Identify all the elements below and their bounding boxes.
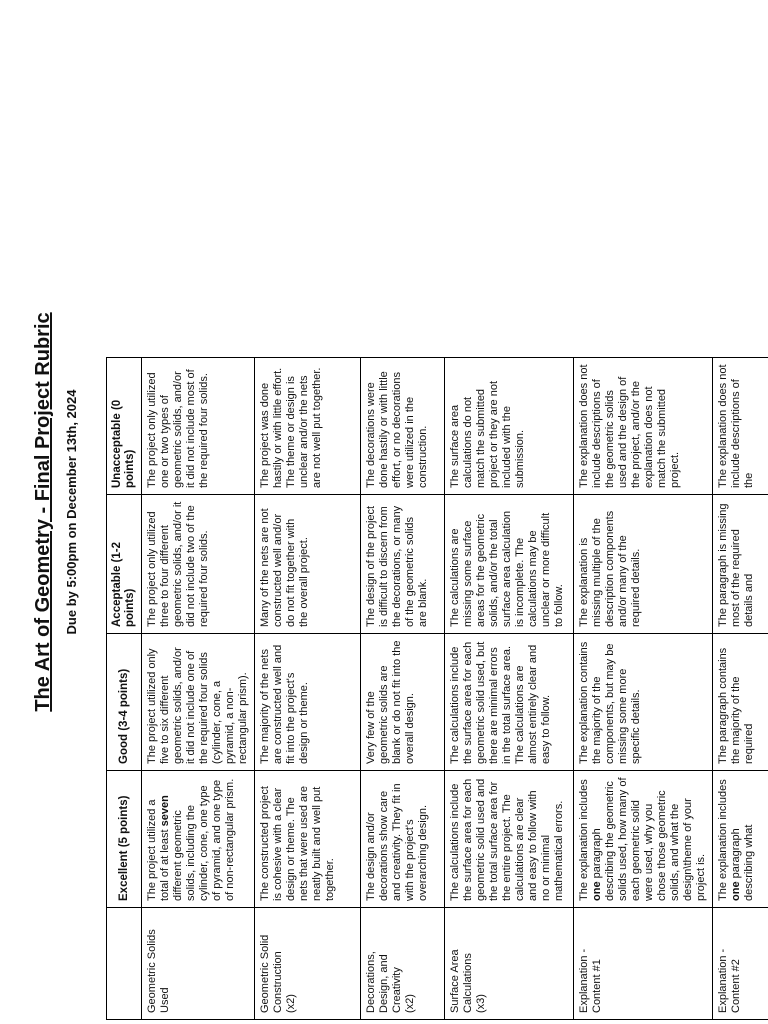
table-row [713,358,768,1020]
criterion-cell [445,908,574,1020]
excellent-text-cont: paragraph describing what [730,824,755,901]
criterion-multiplier: (x2) [404,994,416,1013]
rubric-table [106,357,768,1020]
acceptable-cell: The explanation is missing multiple of the description components and/or many of the required details. [574,495,713,634]
criterion-multiplier: (x3) [475,994,487,1013]
good-cell: The majority of the nets are constructed well and fit into the project's design or theme. [255,634,361,771]
table-row [361,358,445,1020]
criterion-label: Surface Area Calculations [449,949,474,1013]
table-row [255,358,361,1020]
good-cell: The calculations include the surface area for each geometric solid used, but there are minimal errors in the total surface area. The calculations are almost entirely clear and easy to follow. [445,634,574,771]
criterion-cell [361,908,445,1020]
excellent-text: The explanation includes [578,779,590,901]
criterion-cell [255,908,361,1020]
excellent-cell: The calculations include the surface area for each geometric solid used and the total surface area for the entire project. The calculations are clear and easy to follow with no or minimal mathematical errors. [445,771,574,908]
good-cell: The paragraph contains the majority of the required [713,634,768,771]
table-row [574,358,713,1020]
criterion-multiplier: (x2) [285,994,297,1013]
excellent-emphasis: one [730,881,742,901]
excellent-text-cont: paragraph describing the geometric solids used, how many of each geometric solid were used, why you chose those geometric solids, and what the design\theme of your project is. [591,777,707,901]
unacceptable-cell: The decorations were done hastily or with little effort, or no decorations were utilized in the construction. [361,358,445,495]
criterion-cell [574,908,713,1020]
unacceptable-cell: The explanation does not include descriptions of the [713,358,768,495]
criterion-cell [713,908,768,1020]
good-cell: The project utilized only five to six different geometric solids, and/or it did not include one of the required four solids (cylinder, cone, a pyramid, a non-rectangular prism). [142,634,255,771]
excellent-cell [574,771,713,908]
good-cell: Very few of the geometric solids are blank or do not fit into the overall design. [361,634,445,771]
criterion-label: Explanation - Content #1 [578,948,603,1013]
good-cell: The explanation contains the majority of the components, but may be missing some more specific details. [574,634,713,771]
excellent-cell [142,771,255,908]
acceptable-cell: The paragraph is missing most of the required details and [713,495,768,634]
criterion-label: Geometric Solid Construction [259,934,284,1013]
unacceptable-cell: The explanation does not include descriptions of the geometric solids used and the design of the project, and/or the explanation does not match the submitted project. [574,358,713,495]
excellent-cell: The constructed project is cohesive with a clear design or theme. The nets that were used are neatly built and well put together. [255,771,361,908]
acceptable-cell: The calculations are missing some surface areas for the geometric solids, and/or the total surface area calculation is incomplete. The calculations may be unclear or more difficult to follow. [445,495,574,634]
acceptable-cell: The design of the project is difficult to discern from the decorations, or many of the geometric solids are blank. [361,495,445,634]
acceptable-cell: Many of the nets are not constructed well and/or do not fit together with the overall project. [255,495,361,634]
header-unacceptable: Unacceptable (0 points) [107,358,142,495]
excellent-emphasis: seven [159,795,171,827]
header-excellent: Excellent (5 points) [107,771,142,908]
unacceptable-cell: The project was done hastily or with little effort. The theme or design is unclear and/or the nets are not well put together. [255,358,361,495]
excellent-text: The explanation includes [717,779,729,901]
header-row [107,358,142,1020]
acceptable-cell: The project only utilized three to four different geometric solids, and/or it did not include two of the required four solids. [142,495,255,634]
excellent-text-cont: different geometric solids, including the cylinder, cone, one type of pyramid, and one type of non-rectangular prism. [172,778,236,901]
excellent-cell [713,771,768,908]
excellent-text: The project utilized a total of at least [146,799,171,901]
criterion-label: Geometric Solids Used [146,929,171,1013]
criterion-label: Decorations, Design, and Creativity [365,951,403,1013]
excellent-cell: The design and/or decorations show care and creativity. They fit in with the project's overarching design. [361,771,445,908]
unacceptable-cell: The surface area calculations do not match the submitted project or they are not included with the submission. [445,358,574,495]
header-blank [107,908,142,1020]
criterion-label: Explanation - Content #2 [717,948,742,1013]
table-row [445,358,574,1020]
unacceptable-cell: The project only utilized one or two types of geometric solids, and/or it did not include most of the required four solids. [142,358,255,495]
header-good: Good (3-4 points) [107,634,142,771]
due-date: Due by 5:00pm on December 13th, 2024 [64,389,79,635]
header-acceptable: Acceptable (1-2 points) [107,495,142,634]
table-row [142,358,255,1020]
criterion-cell [142,908,255,1020]
excellent-emphasis: one [591,881,603,901]
page-title: The Art of Geometry - Final Project Rubric [32,312,54,712]
